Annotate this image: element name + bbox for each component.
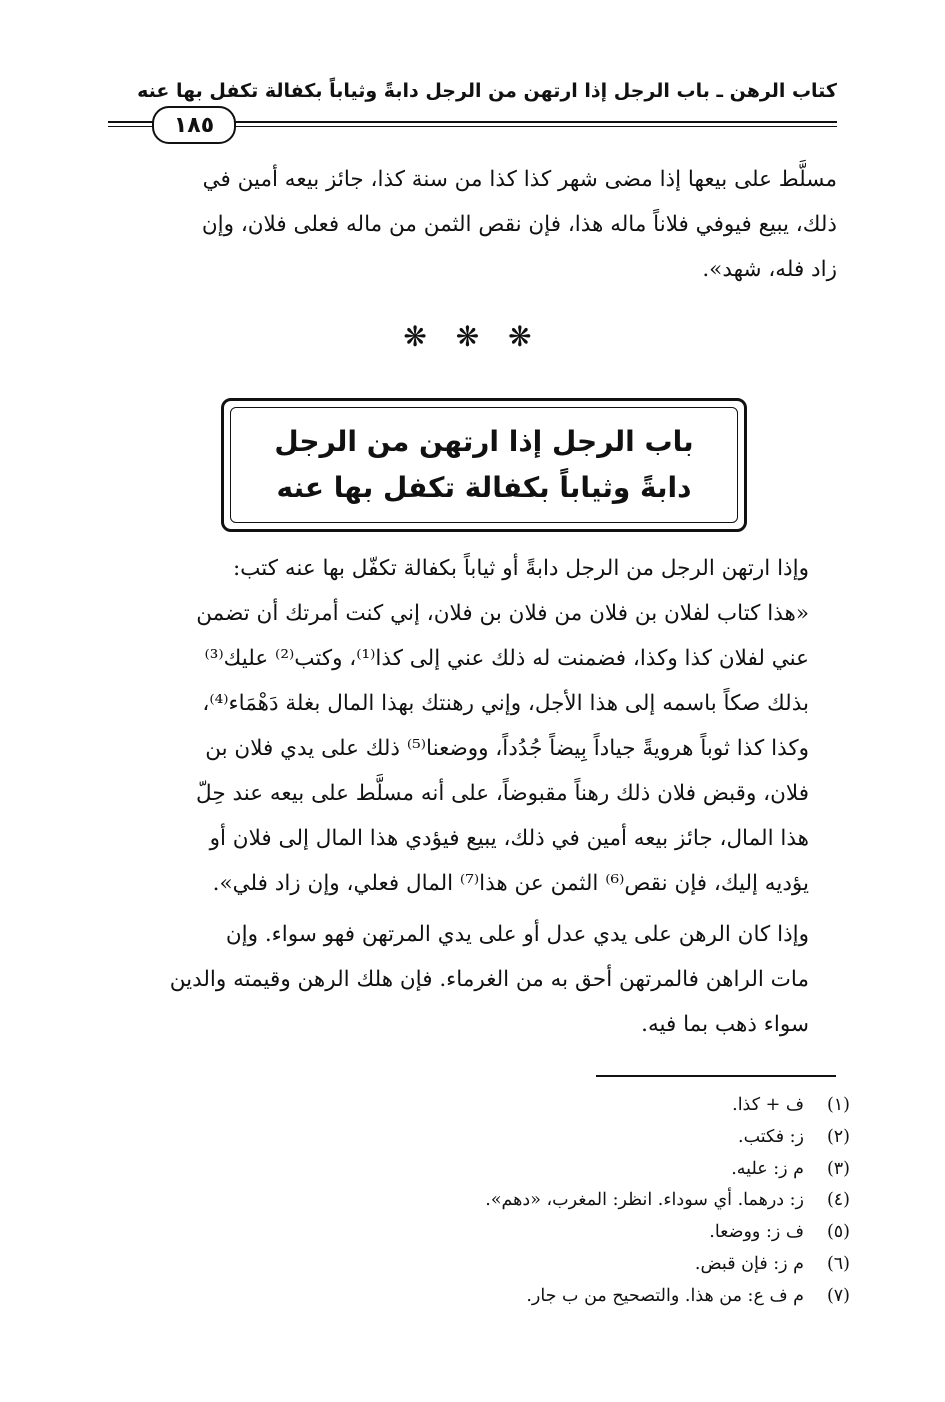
- running-header-title: كتاب الرهن ـ باب الرجل إذا ارتهن من الرجل دابةً وثياباً بكفالة تكفل بها عنه: [137, 80, 837, 102]
- text-line: وإذا كان الرهن على يدي عدل أو على يدي المرتهن فهو سواء. وإن: [225, 922, 809, 947]
- section-ornament: ❋ ❋ ❋: [403, 320, 542, 353]
- footnote-text: م ز: فإن قبض.: [694, 1253, 804, 1274]
- footnote-text: م ز: عليه.: [731, 1158, 804, 1179]
- footnote: [300, 1090, 850, 1122]
- footnote-text: ف ز: ووضعا.: [709, 1222, 804, 1243]
- text-line: «هذا كتاب لفلان بن فلان من فلان بن فلان، إني كنت أمرتك أن تضمن: [196, 601, 809, 626]
- text-line: وكذا كذا ثوباً هرويةً جياداً بِيضاً جُدُداً، ووضعنا⁽⁵⁾ ذلك على يدي فلان بن: [205, 736, 809, 761]
- text-line: زاد فله، شهد».: [702, 257, 837, 282]
- footnote-text: ز: فكتب.: [738, 1126, 804, 1147]
- footnote: [300, 1122, 850, 1154]
- footnote-separator: [596, 1075, 836, 1077]
- text-line: يؤديه إليك، فإن نقص⁽⁶⁾ الثمن عن هذا⁽⁷⁾ المال فعلي، وإن زاد فلي».: [212, 871, 809, 896]
- text-line: وإذا ارتهن الرجل من الرجل دابةً أو ثياباً بكفالة تكفّل بها عنه كتب:: [232, 556, 809, 581]
- paragraph-deed-text: [106, 546, 837, 906]
- footnote-number: (٧): [826, 1285, 850, 1306]
- footnote: [300, 1281, 850, 1313]
- footnote-text: م ف ع: من هذا. والتصحيح من ب جار.: [526, 1285, 804, 1306]
- footnote: [300, 1217, 850, 1249]
- footnote-number: (٣): [826, 1158, 850, 1179]
- footnote: [300, 1185, 850, 1217]
- chapter-title-line-2: دابةً وثياباً بكفالة تكفل بها عنه: [276, 471, 692, 504]
- text-line: مسلَّط على بيعها إذا مضى شهر كذا كذا من سنة كذا، جائز بيعه أمين في: [202, 167, 837, 192]
- footnote-text: ف + كذا.: [732, 1095, 804, 1115]
- text-line: ذلك، يبيع فيوفي فلاناً ماله هذا، فإن نقص الثمن من ماله فعلى فلان، وإن: [201, 212, 837, 237]
- page-number: ١٨٥: [152, 106, 236, 144]
- footnote-number: (٥): [826, 1222, 850, 1243]
- footnote-number: (٤): [826, 1190, 850, 1211]
- text-line: فلان، وقبض فلان ذلك رهناً مقبوضاً، على أنه مسلَّط على بيعه عند حِلّ: [196, 781, 809, 806]
- text-line: مات الراهن فالمرتهن أحق به من الغرماء. فإن هلك الرهن وقيمته والدين: [169, 967, 809, 992]
- footnote: [300, 1154, 850, 1186]
- footnote-text: ز: درهما. أي سوداء. انظر: المغرب، «دهم».: [485, 1190, 804, 1211]
- text-line: عني لفلان كذا وكذا، فضمنت له ذلك عني إلى كذا⁽¹⁾، وكتب⁽²⁾ عليك⁽³⁾: [204, 646, 809, 671]
- chapter-title-line-1: باب الرجل إذا ارتهن من الرجل: [274, 425, 694, 458]
- footnote: [300, 1249, 850, 1281]
- text-line: هذا المال، جائز بيعه أمين في ذلك، يبيع فيؤدي هذا المال إلى فلان أو: [209, 826, 809, 851]
- footnote-number: (٦): [826, 1253, 850, 1274]
- chapter-title-frame: [221, 398, 747, 532]
- text-line: بذلك صكاً باسمه إلى هذا الأجل، وإني رهنتك بهذا المال بغلة دَهْمَاء⁽⁴⁾،: [202, 691, 809, 716]
- chapter-title-inner-frame: [230, 407, 738, 523]
- footnotes: [300, 1090, 850, 1313]
- footnote-number: (٢): [826, 1126, 850, 1147]
- text-line: سواء ذهب بما فيه.: [641, 1012, 809, 1037]
- footnote-number: (١): [826, 1095, 850, 1115]
- paragraph-ruling: [106, 912, 837, 1047]
- paragraph-continuation: [106, 157, 837, 292]
